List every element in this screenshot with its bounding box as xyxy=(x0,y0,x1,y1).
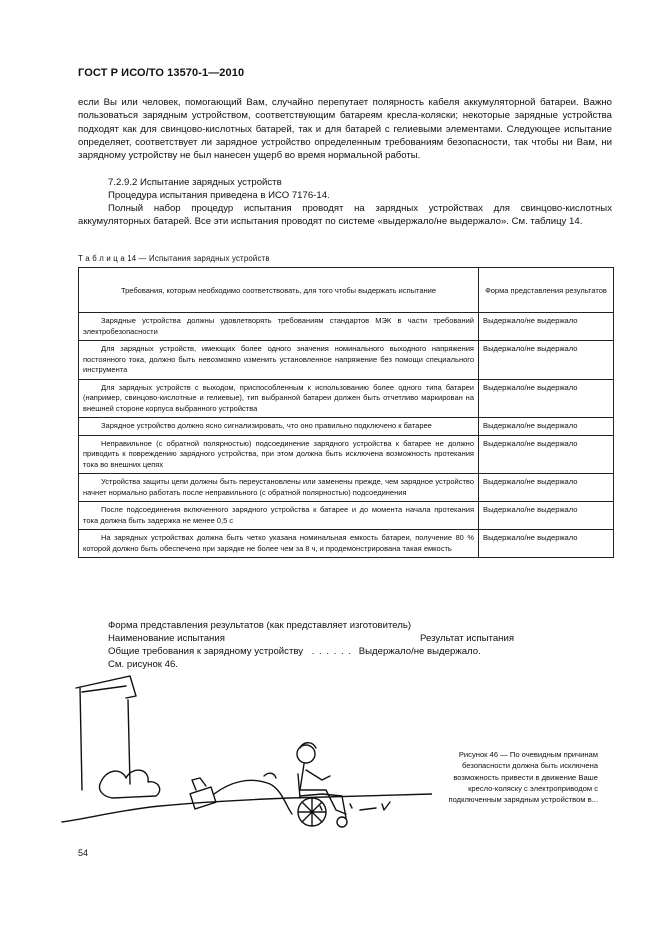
report-form-test-name-label: Наименование испытания xyxy=(108,633,225,644)
requirement-cell: Неправильное (с обратной полярностью) подсоединение зарядного устройства к батарее не должно приводить к повреждению зарядного устройства, при этом должна быть исключена возможность протекания тока во внешних цепях xyxy=(79,435,479,474)
requirement-cell: Для зарядных устройств, имеющих более одного значения номинального выходного напряжения постоянного тока, должно быть невозможно изменить установленное напряжение без помощи специального инструмента xyxy=(79,341,479,380)
page-number: 54 xyxy=(78,848,89,858)
leader-dots: . . . . . . xyxy=(311,646,353,657)
table-row xyxy=(79,435,614,474)
charger-cable xyxy=(214,780,292,814)
report-form-title: Форма представления результатов (как представляет изготовитель) xyxy=(108,620,412,631)
charger-box xyxy=(190,787,216,809)
see-figure-reference: См. рисунок 46. xyxy=(108,659,178,670)
requirement-cell: Для зарядных устройств с выходом, приспособленным к использованию более одного типа батареи (например, свинцово-кислотные и гелиевые), тип выбранной батареи должен быть отчетливо маркирован на внешней стороне корпуса выбранного устройства xyxy=(79,379,479,418)
paragraph-intro: если Вы или человек, помогающий Вам, случайно перепутает полярность кабеля аккумуляторной батареи. Важно пользоваться зарядным устройством, соответствующим батареям кресла-коляски; некоторые зарядные устройства подходят как для свинцово-кислотных батарей, так и для батарей с гелиевыми элементами. Следующее испытание определяет, соответствует ли зарядное устройство определенным требованиям безопасности, так чтобы ни Вам, ни зарядному устройству не был нанесен ущерб во время нормальной работы. xyxy=(78,97,612,162)
charger-handle xyxy=(192,778,206,790)
house-roof-outline xyxy=(76,676,136,698)
house-eave-line xyxy=(82,686,126,692)
result-cell: Выдержало/не выдержало xyxy=(479,341,614,380)
table-row xyxy=(79,502,614,530)
result-cell: Выдержало/не выдержало xyxy=(479,313,614,341)
person-arm xyxy=(306,770,330,780)
requirement-cell: Зарядное устройство должно ясно сигнализировать, что оно правильно подключено к батарее xyxy=(79,418,479,436)
figure-caption: Рисунок 46 — По очевидным причинам безопасности должна быть исключена возможность привести в движение Ваше кресло-коляску с электроприводом с подключенным зарядным устройством в... xyxy=(448,750,598,805)
general-req-text: Общие требования к зарядному устройству xyxy=(108,646,304,657)
wheel-spokes xyxy=(298,798,326,826)
paragraph-procedure: Процедура испытания приведена в ИСО 7176-14. xyxy=(108,190,330,201)
table-caption: Т а б л и ц а 14 — Испытания зарядных устройств xyxy=(78,254,270,263)
table-header-row xyxy=(79,268,614,313)
plug-spark xyxy=(264,773,276,778)
header-result-form: Форма представления результатов xyxy=(479,268,614,313)
table-row xyxy=(79,379,614,418)
result-cell: Выдержало/не выдержало xyxy=(479,474,614,502)
table-row xyxy=(79,313,614,341)
motion-marks xyxy=(360,802,390,810)
result-cell: Выдержало/не выдержало xyxy=(479,379,614,418)
table-row xyxy=(79,474,614,502)
table-row xyxy=(79,530,614,558)
header-requirements: Требования, которым необходимо соответствовать, для того чтобы выдержать испытание xyxy=(79,268,479,313)
table-row xyxy=(79,418,614,436)
result-cell: Выдержало/не выдержало xyxy=(479,502,614,530)
requirement-cell: На зарядных устройствах должна быть четко указана номинальная емкость батареи, получение 80 % которой должно быть обеспечено при зарядке не более чем за 8 ч, и продемонстрирована такая емкость xyxy=(79,530,479,558)
result-cell: Выдержало/не выдержало xyxy=(479,435,614,474)
figure-46-illustration xyxy=(60,672,432,842)
paragraph-tests: Полный набор процедур испытания проводят на зарядных устройствах для свинцово-кислотных аккумуляторных батарей. Все эти испытания проводят по системе «выдержало/не выдержало». См. таблицу 14. xyxy=(78,203,612,228)
house-wall-line xyxy=(128,700,130,784)
wheelchair-back xyxy=(298,774,300,798)
requirement-cell: Зарядные устройства должны удовлетворять требованиям стандартов МЭК в части требований электробезопасности xyxy=(79,313,479,341)
house-wall-line xyxy=(80,688,82,790)
section-heading: 7.2.9.2 Испытание зарядных устройств xyxy=(108,177,282,188)
charger-tests-table xyxy=(78,267,614,558)
requirement-cell: После подсоединения включенного зарядного устройства к батарее и до момента начала протекания тока должна быть задержка не менее 0,5 с xyxy=(79,502,479,530)
caster-wheel xyxy=(337,817,347,827)
result-cell: Выдержало/не выдержало xyxy=(479,530,614,558)
document-header: ГОСТ Р ИСО/ТО 13570-1—2010 xyxy=(78,67,245,79)
verdict-text: Выдержало/не выдержало. xyxy=(358,646,481,657)
report-form-result-label: Результат испытания xyxy=(420,633,515,644)
result-cell: Выдержало/не выдержало xyxy=(479,418,614,436)
table-row xyxy=(79,341,614,380)
report-form-general-req xyxy=(108,645,481,658)
requirement-cell: Устройства защиты цепи должны быть переустановлены или заменены прежде, чем зарядное устройство начнет нормально работать после неправильного (с обратной полярностью) подсоединения xyxy=(79,474,479,502)
